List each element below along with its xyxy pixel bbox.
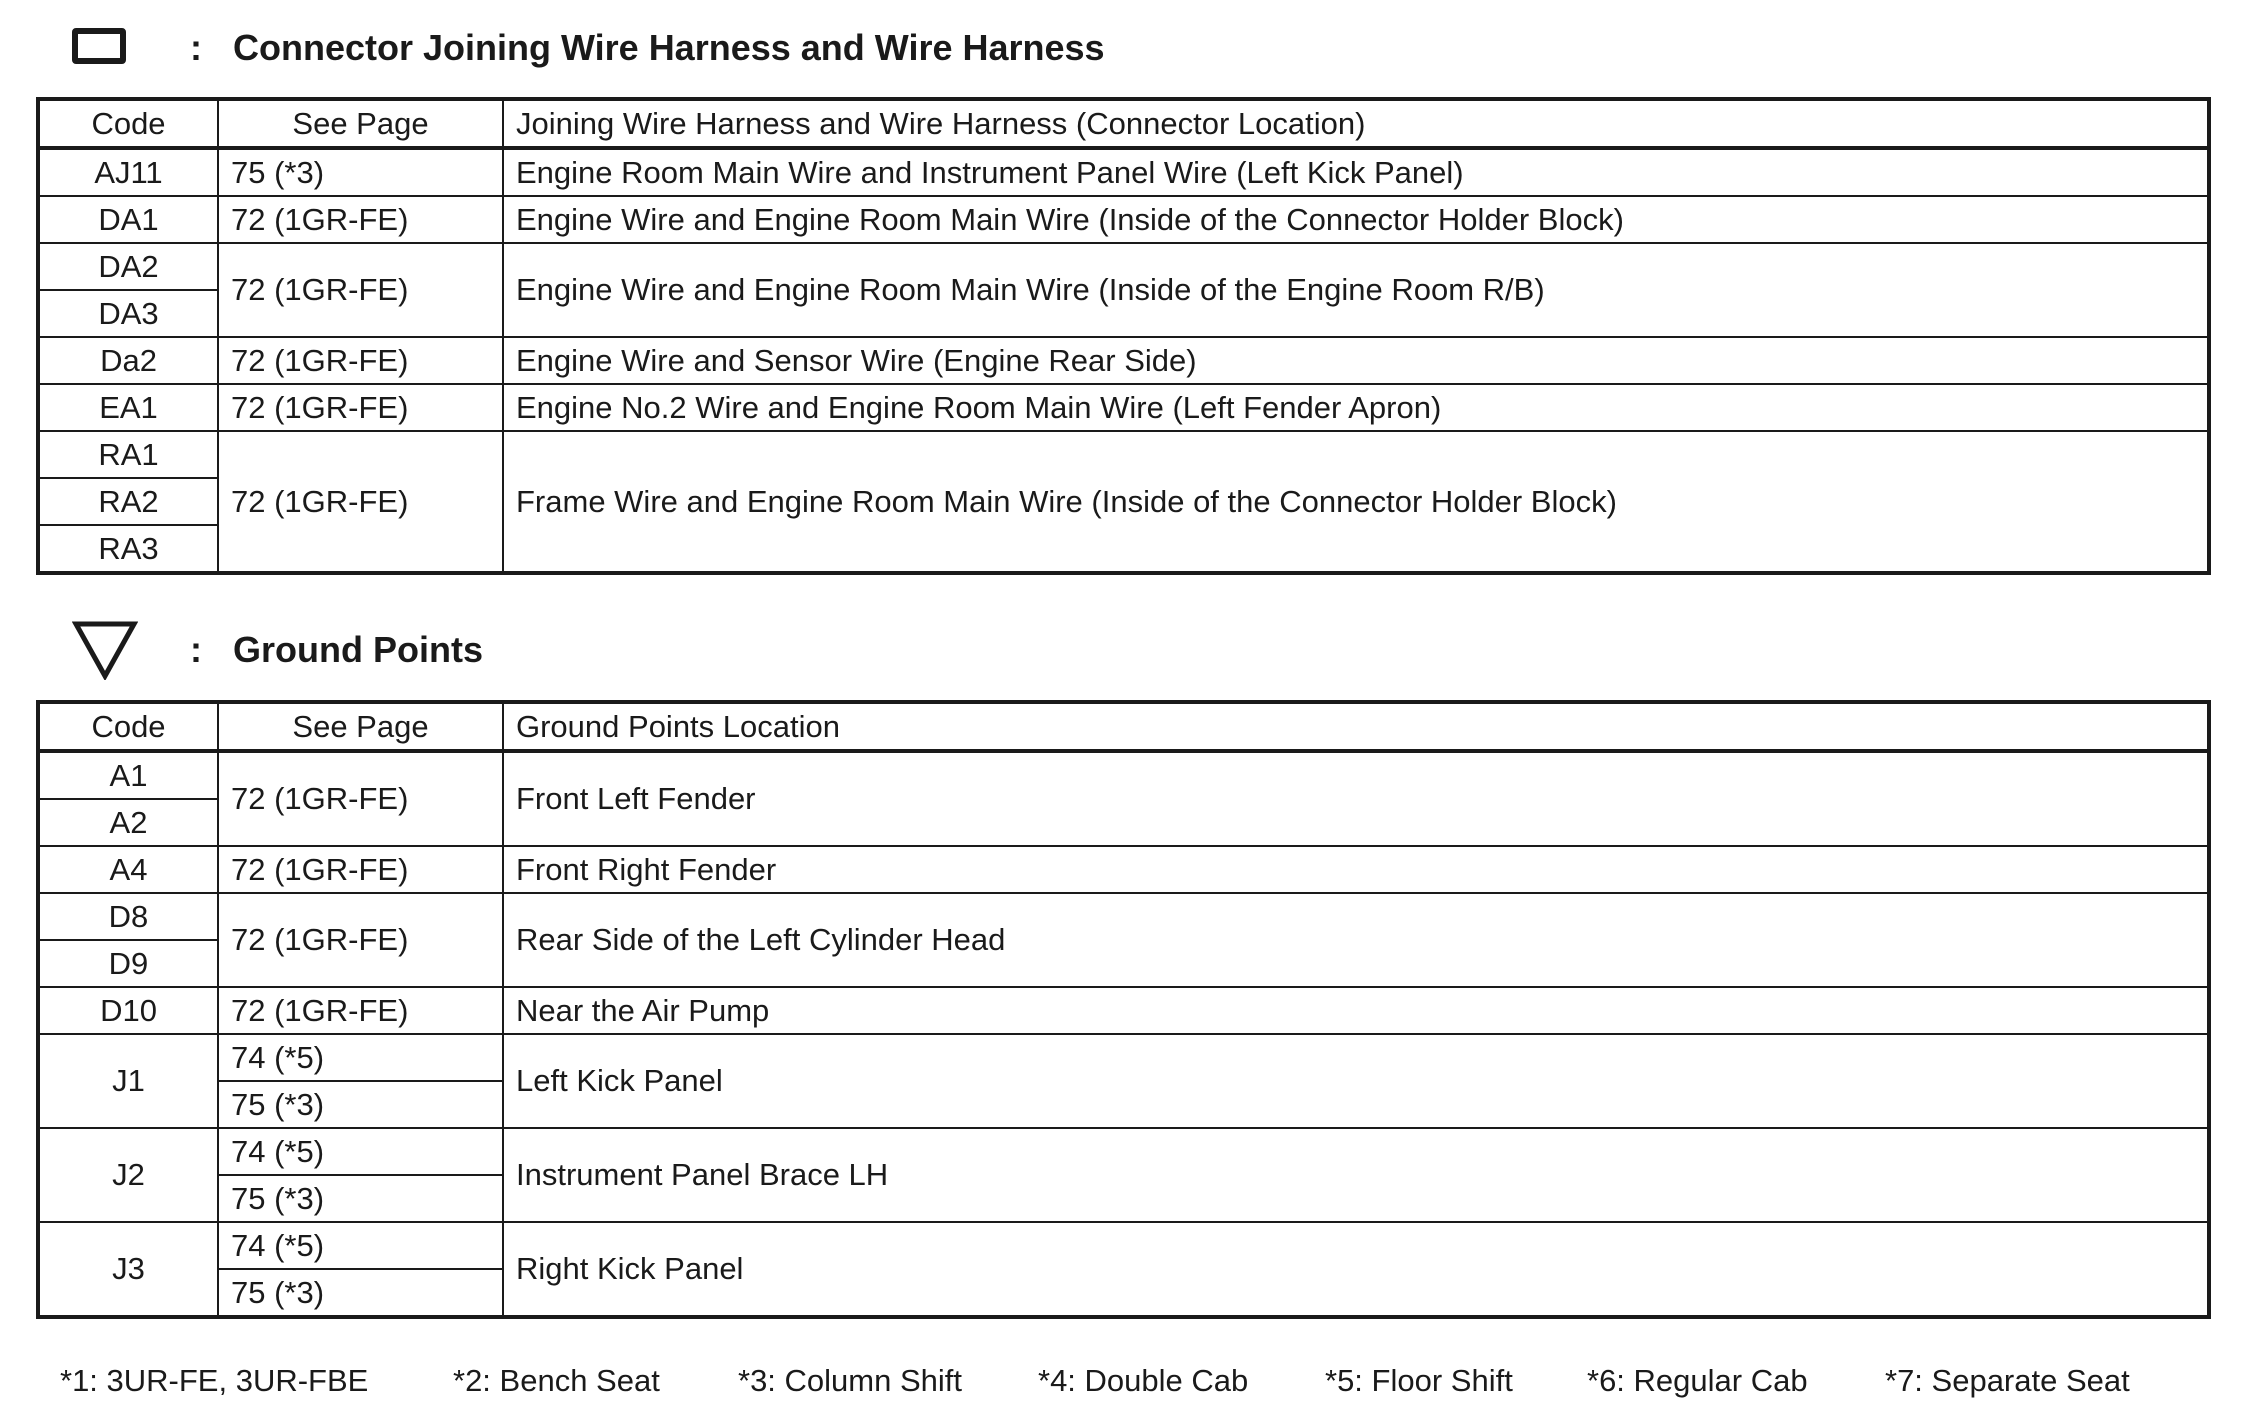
code-cell: D9 — [38, 940, 218, 987]
ground-triangle-icon — [72, 620, 138, 680]
see-page-cell: 72 (1GR-FE) — [218, 893, 503, 987]
table-row — [38, 846, 2209, 893]
table-row — [38, 431, 2209, 478]
code-cell: DA1 — [38, 196, 218, 243]
location-cell: Front Right Fender — [503, 846, 2209, 893]
location-cell: Engine Room Main Wire and Instrument Panel Wire (Left Kick Panel) — [503, 148, 2209, 196]
table-row — [38, 1034, 2209, 1081]
connector-section-title: Connector Joining Wire Harness and Wire Harness — [233, 27, 1105, 68]
code-cell: D10 — [38, 987, 218, 1034]
table-row — [38, 987, 2209, 1034]
see-page-cell: 74 (*5) — [218, 1222, 503, 1269]
code-cell: A4 — [38, 846, 218, 893]
code-cell: AJ11 — [38, 148, 218, 196]
location-cell: Engine Wire and Engine Room Main Wire (Inside of the Engine Room R/B) — [503, 243, 2209, 337]
connector-title-colon: : — [190, 27, 202, 68]
code-cell: RA1 — [38, 431, 218, 478]
header-see-page: See Page — [218, 702, 503, 751]
location-cell: Front Left Fender — [503, 751, 2209, 846]
location-cell: Instrument Panel Brace LH — [503, 1128, 2209, 1222]
code-cell: DA3 — [38, 290, 218, 337]
header-code: Code — [38, 702, 218, 751]
code-cell: A2 — [38, 799, 218, 846]
table-header-row — [38, 99, 2209, 148]
header-see-page: See Page — [218, 99, 503, 148]
see-page-cell: 75 (*3) — [218, 1269, 503, 1317]
connector-table — [36, 97, 2211, 575]
location-cell: Rear Side of the Left Cylinder Head — [503, 893, 2209, 987]
code-cell: RA3 — [38, 525, 218, 573]
see-page-cell: 72 (1GR-FE) — [218, 431, 503, 573]
location-cell: Near the Air Pump — [503, 987, 2209, 1034]
footnote-item: *4: Double Cab — [1038, 1363, 1249, 1398]
header-code: Code — [38, 99, 218, 148]
see-page-cell: 72 (1GR-FE) — [218, 337, 503, 384]
footnote-item: *7: Separate Seat — [1885, 1363, 2130, 1398]
footnote-item: *1: 3UR-FE, 3UR-FBE — [60, 1363, 369, 1398]
footnote-item: *5: Floor Shift — [1325, 1363, 1513, 1398]
code-cell: RA2 — [38, 478, 218, 525]
see-page-cell: 72 (1GR-FE) — [218, 751, 503, 846]
connector-symbol-icon — [72, 28, 126, 64]
see-page-cell: 75 (*3) — [218, 1081, 503, 1128]
see-page-cell: 75 (*3) — [218, 148, 503, 196]
footnote-item: *6: Regular Cab — [1587, 1363, 1808, 1398]
table-row — [38, 148, 2209, 196]
footnote-item: *2: Bench Seat — [453, 1363, 660, 1398]
location-cell: Right Kick Panel — [503, 1222, 2209, 1317]
code-cell: Da2 — [38, 337, 218, 384]
see-page-cell: 72 (1GR-FE) — [218, 243, 503, 337]
see-page-cell: 72 (1GR-FE) — [218, 196, 503, 243]
table-row — [38, 1222, 2209, 1269]
see-page-cell: 72 (1GR-FE) — [218, 384, 503, 431]
code-cell: J3 — [38, 1222, 218, 1317]
footnotes — [60, 1363, 2220, 1407]
code-cell: DA2 — [38, 243, 218, 290]
code-cell: D8 — [38, 893, 218, 940]
code-cell: A1 — [38, 751, 218, 799]
table-header-row — [38, 702, 2209, 751]
see-page-cell: 72 (1GR-FE) — [218, 987, 503, 1034]
table-row — [38, 384, 2209, 431]
table-row — [38, 751, 2209, 799]
location-cell: Engine No.2 Wire and Engine Room Main Wire (Left Fender Apron) — [503, 384, 2209, 431]
see-page-cell: 74 (*5) — [218, 1034, 503, 1081]
location-cell: Engine Wire and Engine Room Main Wire (Inside of the Connector Holder Block) — [503, 196, 2209, 243]
location-cell: Left Kick Panel — [503, 1034, 2209, 1128]
code-cell: J2 — [38, 1128, 218, 1222]
location-cell: Engine Wire and Sensor Wire (Engine Rear Side) — [503, 337, 2209, 384]
ground-table — [36, 700, 2211, 1319]
header-location: Joining Wire Harness and Wire Harness (Connector Location) — [503, 99, 2209, 148]
ground-title-colon: : — [190, 629, 202, 670]
code-cell: EA1 — [38, 384, 218, 431]
table-row — [38, 337, 2209, 384]
ground-section-title: Ground Points — [233, 629, 483, 670]
table-row — [38, 893, 2209, 940]
see-page-cell: 72 (1GR-FE) — [218, 846, 503, 893]
table-row — [38, 196, 2209, 243]
footnote-item: *3: Column Shift — [738, 1363, 962, 1398]
code-cell: J1 — [38, 1034, 218, 1128]
table-row — [38, 243, 2209, 290]
location-cell: Frame Wire and Engine Room Main Wire (Inside of the Connector Holder Block) — [503, 431, 2209, 573]
see-page-cell: 74 (*5) — [218, 1128, 503, 1175]
table-row — [38, 1128, 2209, 1175]
header-location: Ground Points Location — [503, 702, 2209, 751]
see-page-cell: 75 (*3) — [218, 1175, 503, 1222]
